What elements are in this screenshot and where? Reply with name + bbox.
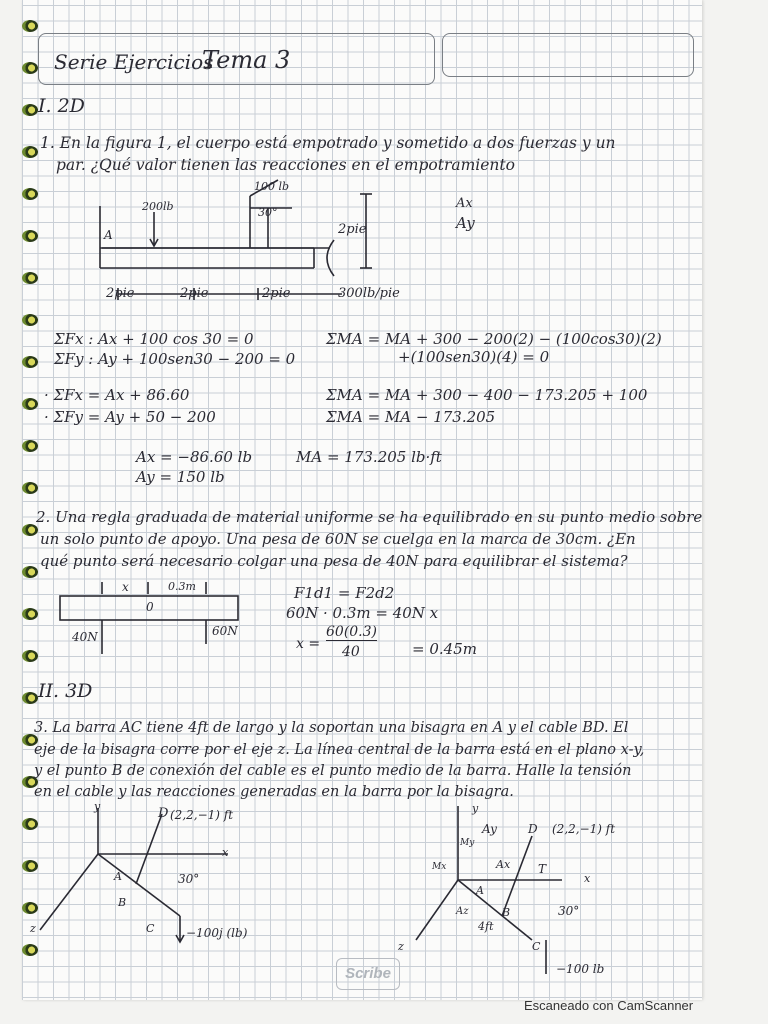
result: = 0.45m: [412, 640, 477, 658]
equation: x =: [296, 636, 321, 652]
label-a: A: [114, 870, 122, 883]
section-heading-3d: II. 3D: [38, 680, 93, 702]
equation: F1d1 = F2d2: [294, 584, 395, 602]
spiral-ring: [22, 692, 38, 704]
section-heading-2d: I. 2D: [38, 95, 85, 117]
label-2pie-seg3: 2pie: [262, 286, 291, 301]
label-30deg: 30°: [258, 206, 278, 219]
problem1-text: par. ¿Qué valor tienen las reacciones en el empotramiento: [56, 156, 515, 174]
spiral-ring: [22, 272, 38, 284]
label-couple: 300lb/pie: [338, 286, 400, 301]
equation: ΣFx : Ax + 100 cos 30 = 0: [54, 330, 254, 348]
scribe-logo: Scribe: [336, 958, 400, 990]
equation: 60N · 0.3m = 40N x: [286, 604, 439, 622]
bar-3d-figure-left: [32, 804, 292, 950]
problem1-text: 1. En la figura 1, el cuerpo está empotrado y sometido a dos fuerzas y un: [40, 134, 616, 152]
problem2-text: qué punto será necesario colgar una pesa de 40N para equilibrar el sistema?: [40, 552, 628, 570]
label-c: C: [146, 922, 155, 935]
problem3-text: y el punto B de conexión del cable es el punto medio de la barra. Halle la tensión: [34, 763, 632, 779]
fraction-numerator: 60(0.3): [326, 624, 378, 640]
spiral-ring: [22, 440, 38, 452]
label-03m: 0.3m: [168, 580, 196, 593]
label-y: y: [472, 802, 479, 815]
equation: ΣFy : Ay + 100sen30 − 200 = 0: [54, 350, 296, 368]
label-2pie-seg1: 2pie: [106, 286, 135, 301]
notebook-page: [22, 0, 702, 1000]
label-z: z: [30, 922, 36, 935]
spiral-ring: [22, 314, 38, 326]
camscanner-watermark: Escaneado con CamScanner: [524, 998, 694, 1013]
label-ax: Ax: [496, 858, 511, 871]
bar-ac: [458, 880, 532, 940]
label-2pie-height: 2pie: [338, 222, 367, 237]
label-d: D: [158, 806, 169, 821]
label-60n: 60N: [212, 624, 238, 638]
spiral-ring: [22, 398, 38, 410]
tema-title: Tema 3: [202, 46, 291, 74]
label-angle: 30°: [558, 904, 580, 918]
axis-z: [40, 854, 98, 930]
cable-bd: [136, 814, 162, 884]
label-x: x: [584, 872, 591, 885]
label-x: x: [122, 580, 129, 594]
series-title: Serie Ejercicios: [54, 50, 214, 74]
label-point-a: A: [104, 228, 113, 242]
spiral-ring: [22, 62, 38, 74]
spiral-ring: [22, 146, 38, 158]
spiral-ring: [22, 356, 38, 368]
label-b: B: [118, 896, 127, 909]
label-b: B: [502, 906, 511, 919]
label-ay: Ay: [456, 214, 475, 232]
label-y: y: [94, 800, 101, 813]
spiral-ring: [22, 188, 38, 200]
spiral-ring: [22, 482, 38, 494]
spiral-ring: [22, 608, 38, 620]
label-t: T: [538, 862, 547, 876]
label-200lb: 200lb: [142, 200, 174, 213]
equation: +(100sen30)(4) = 0: [398, 348, 550, 366]
spiral-ring: [22, 20, 38, 32]
result: Ay = 150 lb: [136, 468, 225, 486]
label-2pie-seg2: 2pie: [180, 286, 209, 301]
label-angle: 30°: [178, 872, 200, 886]
cable-bd: [502, 836, 532, 916]
label-mx: Mx: [432, 862, 447, 872]
spiral-ring: [22, 566, 38, 578]
label-zero: 0: [146, 600, 154, 614]
equation: · ΣFx = Ax + 86.60: [44, 386, 190, 404]
label-ax: Ax: [456, 196, 473, 211]
bar-ac: [98, 854, 180, 916]
problem3-text: eje de la bisagra corre por el eje z. La línea central de la barra está en el plano x-y,: [34, 742, 645, 758]
label-d: D: [528, 822, 538, 836]
label-coord: (2,2,−1) ft: [170, 808, 234, 822]
label-ay: Ay: [482, 822, 497, 836]
problem2-text: un solo punto de apoyo. Una pesa de 60N se cuelga en la marca de 30cm. ¿En: [40, 530, 636, 548]
header-date-box: [442, 33, 694, 77]
label-my: My: [460, 838, 475, 848]
label-az: Az: [456, 906, 469, 917]
label-c: C: [532, 940, 541, 953]
problem3-text: 3. La barra AC tiene 4ft de largo y la soportan una bisagra en A y el cable BD. El: [34, 720, 629, 736]
spiral-ring: [22, 104, 38, 116]
spiral-ring: [22, 230, 38, 242]
couple-arc: [327, 240, 334, 276]
label-100lb: 100 lb: [254, 180, 290, 193]
label-x: x: [222, 846, 229, 859]
equation: ΣMA = MA − 173.205: [326, 408, 496, 426]
problem3-text: en el cable y las reacciones generadas en la barra por la bisagra.: [34, 784, 514, 800]
spiral-ring: [22, 650, 38, 662]
equation: · ΣFy = Ay + 50 − 200: [44, 408, 216, 426]
ruler-figure: [58, 578, 258, 658]
equation: ΣMA = MA + 300 − 400 − 173.205 + 100: [326, 386, 648, 404]
label-load: −100j (lb): [186, 926, 248, 940]
axis-z: [416, 880, 458, 940]
problem2-text: 2. Una regla graduada de material uniforme se ha equilibrado en su punto medio sobre: [36, 508, 703, 526]
label-40n: 40N: [72, 630, 98, 644]
fraction-denominator: 40: [342, 644, 360, 660]
result: MA = 173.205 lb·ft: [296, 448, 442, 466]
label-a: A: [476, 884, 484, 897]
label-coord: (2,2,−1) ft: [552, 822, 616, 836]
equation: ΣMA = MA + 300 − 200(2) − (100cos30)(2): [326, 330, 662, 348]
label-length: 4ft: [478, 920, 494, 933]
label-z: z: [398, 940, 404, 953]
label-load: −100 lb: [556, 962, 605, 976]
result: Ax = −86.60 lb: [136, 448, 253, 466]
